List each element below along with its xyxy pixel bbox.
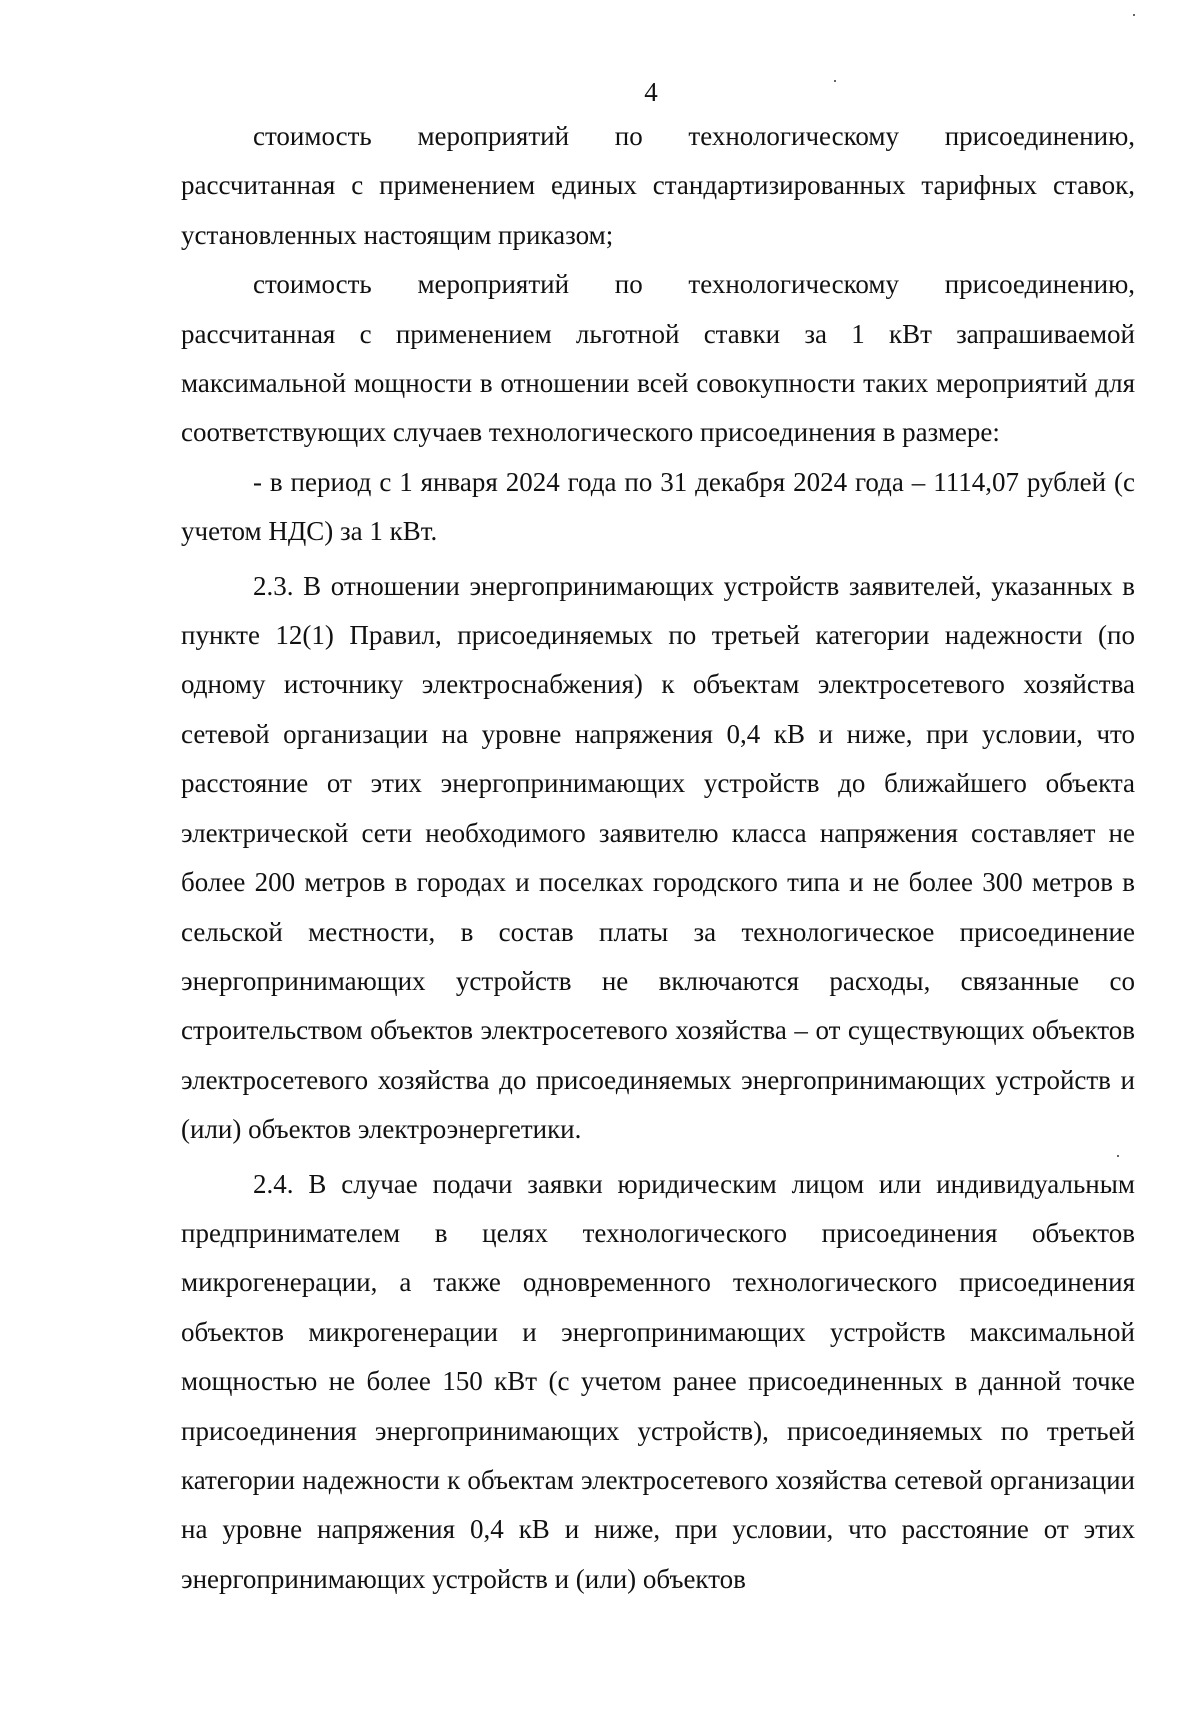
page-number: 4: [644, 77, 658, 107]
paragraph-clause-2-3: 2.3. В отношении энергопринимающих устройств заявителей, указанных в пункте 12(1) Правил, присоединяемых по третьей категории надежности (по одному источнику электроснабжения) к объектам электросетевого хозяйства сетевой организации на уровне напряжения 0,4 кВ и ниже, при условии, что расстояние от этих энергопринимающих устройств до ближайшего объекта электрической сети необходимого заявителю класса напряжения составляет не более 200 метров в городах и поселках городского типа и не более 300 метров в сельской местности, в состав платы за технологическое присоединение энергопринимающих устройств не включаются расходы, связанные со строительством объектов электросетевого хозяйства – от существующих объектов электросетевого хозяйства до присоединяемых энергопринимающих устройств и (или) объектов электроэнергетики.: [181, 570, 1135, 1145]
scan-speck: [834, 80, 836, 82]
paragraph-clause-2-4: 2.4. В случае подачи заявки юридическим лицом или индивидуальным предпринимателем в целях технологического присоединения объектов микрогенерации, а также одновременного технологического присоединения объектов микрогенерации и энергопринимающих устройств максимальной мощностью не более 150 кВт (с учетом ранее присоединенных в данной точке присоединения энергопринимающих устройств), присоединяемых по третьей категории надежности к объектам электросетевого хозяйства сетевой организации на уровне напряжения 0,4 кВ и ниже, при условии, что расстояние от этих энергопринимающих устройств и (или) объектов: [181, 1168, 1135, 1594]
paragraph-period-2024: - в период с 1 января 2024 года по 31 декабря 2024 года – 1114,07 рублей (с учетом НДС) за 1 кВт.: [181, 466, 1135, 547]
document-body: [181, 112, 1135, 1604]
scan-speck: [1133, 14, 1135, 16]
paragraph-cost-unified-rates: стоимость мероприятий по технологическому присоединению, рассчитанная с применением единых стандартизированных тарифных ставок, установленных настоящим приказом;: [181, 121, 1135, 250]
scan-speck: [1117, 1155, 1119, 1157]
paragraph-cost-preferential-rate: стоимость мероприятий по технологическому присоединению, рассчитанная с применением льготной ставки за 1 кВт запрашиваемой максимальной мощности в отношении всей совокупности таких мероприятий для соответствующих случаев технологического присоединения в размере:: [181, 269, 1135, 448]
